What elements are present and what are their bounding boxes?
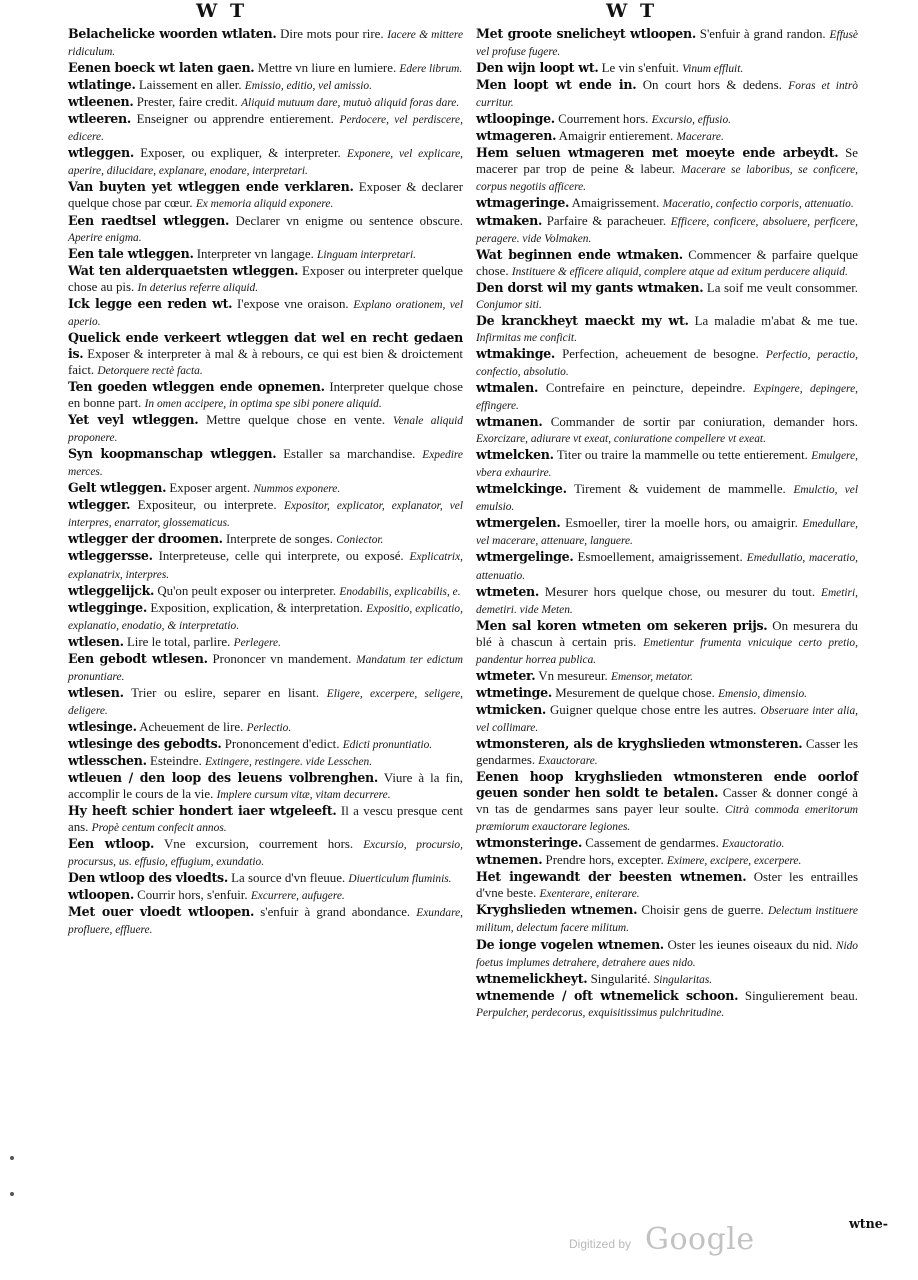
google-logo: Google (645, 1222, 755, 1257)
entry-latin: Emissio, editio, vel amissio. (244, 80, 372, 93)
dictionary-entry (476, 26, 858, 60)
entry-latin: Perlegere. (233, 636, 281, 649)
entry-latin: Implere cursum vitæ, vitam decurrere. (216, 789, 391, 802)
entry-headword: Eenen boeck wt laten gaen. (68, 60, 255, 76)
entry-french: Exposer & interpreter à mal & à rebours, ce qui est bien & droictement faict. (68, 346, 463, 377)
entry-latin: Perlectio. (246, 721, 292, 734)
entry-latin: Venale aliquid proponere. (68, 415, 463, 445)
entry-latin: Nummos exponere. (253, 483, 341, 496)
entry-latin: Emulctio, vel emulsio. (476, 484, 858, 514)
entry-headword: wtmelcken. (476, 447, 554, 463)
entry-headword: wtmergelinge. (476, 549, 574, 565)
entry-headword: wtloopinge. (476, 111, 555, 127)
entry-latin: Emetiri, demetiri. vide Meten. (476, 586, 858, 616)
dictionary-entry (476, 549, 858, 583)
entry-latin: In deterius referre aliquid. (137, 281, 259, 294)
dictionary-entry (476, 77, 858, 111)
entry-latin: Vinum effluit. (682, 63, 744, 76)
entry-latin: Eligere, excerpere, seligere, deligere. (68, 687, 464, 717)
dictionary-entry (476, 447, 858, 481)
entry-latin: Instituere & efficere aliquid, complere atque ad exitum perducere aliquid. (511, 265, 848, 278)
entry-french: Acheuement de lire. (139, 719, 244, 734)
entry-headword: Kryghslieden wtnemen. (476, 902, 638, 918)
entry-latin: Propè centum confecit annos. (91, 822, 227, 835)
dictionary-entry (476, 280, 858, 313)
entry-latin: Expingere, depingere, effingere. (476, 382, 858, 413)
entry-headword: wtlesschen. (68, 753, 147, 769)
entry-french: Singulierement beau. (744, 988, 858, 1003)
entry-headword: Met groote snelicheyt wtloopen. (476, 26, 696, 41)
entry-headword: wtlatinge. (68, 77, 136, 93)
entry-french: Exposer, ou expliquer, & interpreter. (140, 146, 341, 161)
margin-mark (10, 1156, 14, 1160)
entry-french: Parfaire & paracheuer. (546, 213, 667, 228)
entry-french: Exposer & declarer quelque chose par cœur. (68, 180, 463, 211)
entry-headword: Een gebodt wtlesen. (68, 650, 208, 666)
entry-headword: Wat beginnen ende wtmaken. (476, 246, 683, 262)
entry-latin: Perdocere, vel perdiscere, edicere. (68, 114, 463, 144)
dictionary-entry (476, 60, 858, 77)
entry-headword: wtmergelen. (476, 515, 561, 531)
entry-french: Exposition, explication, & interpretation. (150, 600, 363, 615)
entry-latin: Emetientur frumenta vnicuique certo pretio, pandentur horrea publica. (476, 636, 858, 666)
entry-latin: Ex memoria aliquid exponere. (195, 198, 334, 211)
dictionary-entry (68, 26, 463, 60)
dictionary-entry (476, 584, 858, 618)
entry-latin: Citrà commoda emeritorum præmiorum exauctorare legiones. (476, 804, 858, 834)
dictionary-entry (476, 835, 858, 852)
entry-headword: Syn koopmanschap wtleggen. (68, 446, 277, 462)
entry-headword: wtmonsteringe. (476, 835, 583, 851)
entry-latin: Detorquere rectè facta. (97, 364, 203, 377)
entry-headword: wtleggen. (68, 145, 134, 161)
dictionary-entry (476, 346, 858, 380)
entry-headword: wtmalen. (476, 379, 539, 395)
running-head-left: W T (196, 0, 248, 22)
entry-headword: Van buyten yet wtleggen ende verklaren. (68, 179, 354, 195)
entry-headword: Hy heeft schier hondert iaer wtgeleeft. (68, 803, 337, 819)
entry-french: Exposer ou interpreter quelque chose au pis. (68, 263, 463, 294)
entry-latin: Macerare. (676, 131, 724, 144)
dictionary-entry (476, 988, 858, 1021)
entry-headword: wtlegger. (68, 497, 131, 513)
dictionary-entry (476, 618, 858, 668)
entry-french: Perfection, acheuement de besogne. (562, 346, 759, 361)
dictionary-entry (68, 111, 463, 145)
dictionary-entry (476, 902, 858, 936)
dictionary-entry (68, 179, 463, 212)
entry-french: Viure à la fin, accomplir le cours de la vie. (68, 771, 464, 802)
entry-french: Casser les gendarmes. (476, 736, 858, 768)
entry-headword: Belachelicke woorden wtlaten. (68, 26, 277, 41)
dictionary-entry (476, 769, 858, 835)
entry-latin: Exorcizare, adiurare vt exeat, coniuratione compellere vt exeat. (476, 433, 766, 446)
entry-french: Exposer argent. (169, 481, 251, 496)
entry-headword: wtmelckinge. (476, 481, 567, 497)
entry-headword: De ionge vogelen wtnemen. (476, 936, 664, 952)
entry-headword: wtleggelijck. (68, 582, 155, 598)
entry-latin: Exenterare, eniterare. (539, 888, 640, 901)
entry-french: Casser & donner congé à vn tas de gendarmes sans payer leur soulte. (476, 786, 858, 817)
dictionary-entry (68, 870, 463, 887)
entry-latin: Nido foetus implumes detrahere, detrahere aues nido. (476, 939, 858, 969)
entry-headword: wtleuen / den loop des leuens volbrenghen. (68, 770, 378, 786)
entry-french: Oster les ieunes oiseaux du nid. (667, 937, 833, 952)
entry-french: La soif me veult consommer. (706, 280, 859, 295)
entry-latin: Exauctorare. (538, 755, 598, 768)
entry-latin: Infirmitas me conficit. (476, 331, 577, 344)
entry-headword: wtlegginge. (68, 599, 147, 615)
dictionary-entry (68, 246, 463, 263)
entry-latin: Aliquid mutuum dare, mutuò aliquid foras dare. (241, 97, 460, 110)
entry-latin: Iacere & mittere ridiculum. (68, 29, 463, 59)
dictionary-entry (476, 971, 858, 988)
entry-latin: Explano orationem, vel aperio. (68, 298, 463, 328)
entry-headword: Quelick ende verkeert wtleggen dat wel en recht gedaen is. (68, 329, 463, 361)
entry-headword: wtlesinge des gebodts. (68, 735, 222, 751)
entry-french: I'expose vne oraison. (236, 296, 349, 311)
entry-latin: Exponere, vel explicare, aperire, dilucidare, explanare, enodare, interpretari. (68, 148, 463, 178)
entry-french: Estaller sa marchandise. (283, 447, 416, 462)
entry-headword: Een raedtsel wtleggen. (68, 212, 230, 228)
entry-french: Prononcer vn mandement. (212, 651, 352, 666)
entry-latin: In omen accipere, in optima spe sibi ponere aliquid. (144, 398, 382, 411)
entry-headword: wtmeten. (476, 583, 539, 599)
entry-french: Interpreteuse, celle qui interprete, ou exposé. (158, 549, 404, 564)
entry-latin: Exauctoratio. (722, 838, 785, 851)
entry-french: On mesurera du blé à chascun à certain pris. (476, 618, 858, 649)
entry-headword: wtmanen. (476, 414, 543, 430)
entry-headword: wtnemende / oft wtnemelick schoon. (476, 987, 739, 1003)
entry-french: Mettre quelque chose en vente. (206, 413, 386, 428)
entry-headword: Een wtloop. (68, 836, 155, 852)
entry-french: Esmoellement, amaigrissement. (577, 550, 743, 565)
entry-latin: Perfectio, peractio, confectio, absolutio. (476, 348, 858, 378)
entry-latin: Extingere, restingere. vide Lesschen. (205, 756, 373, 769)
entry-headword: wtleenen. (68, 94, 134, 110)
entry-headword: Yet veyl wtleggen. (68, 412, 199, 428)
entry-headword: wtmageren. (476, 128, 557, 144)
dictionary-entry (68, 60, 463, 77)
entry-french: Singularité. (590, 971, 651, 986)
entry-french: Tirement & vuidement de mammelle. (574, 482, 786, 497)
entry-french: Interprete de songes. (226, 532, 334, 547)
entry-latin: Emedullare, vel macerare, attenuare, languere. (476, 518, 858, 548)
entry-latin: Maceratio, confectio corporis, attenuatio. (662, 198, 854, 211)
entry-latin: Emensor, metator. (610, 670, 693, 683)
entry-french: Declarer vn enigme ou sentence obscure. (235, 213, 463, 228)
entry-latin: Emensio, dimensio. (718, 687, 807, 700)
dictionary-entry (68, 213, 463, 246)
entry-headword: Het ingewandt der beesten wtnemen. (476, 869, 747, 885)
entry-headword: Ick legge een reden wt. (68, 295, 233, 311)
entry-latin: Excursio, effusio. (651, 114, 732, 127)
entry-headword: Ten goeden wtleggen ende opnemen. (68, 378, 325, 394)
entry-french: Mesurement de quelque chose. (555, 685, 715, 700)
dictionary-entry (68, 803, 463, 836)
dictionary-entry (68, 770, 463, 803)
entry-french: Titer ou traire la mammelle ou tette entierement. (556, 448, 808, 463)
entry-french: Commander de sortir par coniuration, demander hors. (550, 415, 858, 430)
dictionary-entry (68, 904, 463, 938)
entry-latin: Delectum instituere militum, delectum facere militum. (476, 905, 858, 935)
entry-headword: wtmonsteren, als de kryghslieden wtmonsteren. (476, 735, 803, 751)
dictionary-entry (68, 497, 463, 531)
entry-headword: wtmakinge. (476, 345, 556, 361)
entry-latin: Emedullatio, maceratio, attenuatio. (476, 552, 858, 582)
dictionary-entry (476, 869, 858, 902)
entry-headword: Den wtloop des vloedts. (68, 870, 228, 886)
digitized-by-label: Digitized by (569, 1237, 632, 1251)
dictionary-entry (68, 685, 463, 719)
entry-french: Lire le total, parlire. (126, 634, 231, 649)
entry-headword: Hem seluen wtmageren met moeyte ende arbeydt. (476, 145, 839, 161)
entry-latin: Edere librum. (399, 63, 463, 76)
entry-french: Courrir hors, s'enfuir. (137, 888, 248, 903)
entry-french: La maladie m'abat & me tue. (694, 313, 858, 328)
dictionary-entry (68, 753, 463, 770)
entry-latin: Excurrere, aufugere. (250, 890, 345, 903)
entry-french: Expositeur, ou interprete. (137, 498, 277, 513)
dictionary-entry (476, 195, 858, 212)
entry-headword: Met ouer vloedt wtloopen. (68, 904, 255, 920)
dictionary-entry (68, 548, 463, 582)
entry-headword: wtnemen. (476, 852, 543, 868)
dictionary-entry (476, 852, 858, 869)
entry-latin: Emulgere, vbera exhaurire. (476, 450, 858, 480)
entry-headword: wtmaken. (476, 212, 543, 228)
entry-latin: Expositio, explicatio, explanatio, enodatio, & interpretatio. (68, 602, 463, 632)
entry-french: Prendre hors, excepter. (545, 853, 664, 868)
entry-french: Vn mesureur. (538, 668, 608, 683)
entry-latin: Coniector. (336, 534, 384, 547)
entry-latin: Exundare, profluere, effluere. (68, 907, 463, 937)
entry-french: Esmoeller, tirer la moelle hors, ou amaigrir. (565, 516, 798, 531)
entry-headword: wtmicken. (476, 701, 547, 717)
entry-headword: wtleeren. (68, 111, 131, 127)
entry-headword: wtlegger der droomen. (68, 531, 223, 547)
entry-latin: Obseruare inter alia, vel collimare. (476, 704, 858, 734)
dictionary-entry (476, 213, 858, 247)
entry-headword: wtmageringe. (476, 195, 570, 211)
dictionary-entry (68, 379, 463, 412)
entry-latin: Foras et intrò curritur. (476, 80, 858, 110)
dictionary-entry (68, 446, 463, 480)
margin-mark (10, 1192, 14, 1196)
dictionary-entry (68, 412, 463, 446)
entry-latin: Aperire enigma. (68, 231, 142, 244)
entry-latin: Mandatum ter edictum pronuntiare. (68, 653, 463, 683)
entry-french: Enseigner ou apprendre entierement. (136, 112, 334, 127)
dictionary-entry (68, 719, 463, 736)
entry-french: S'enfuir à grand randon. (699, 27, 826, 41)
entry-latin: Edicti pronuntiatio. (342, 738, 433, 751)
entry-french: Contrefaire en peincture, depeindre. (545, 380, 746, 395)
dictionary-entry (476, 685, 858, 702)
entry-latin: Effusè vel profuse fugere. (476, 29, 858, 59)
dictionary-entry (68, 736, 463, 753)
entry-latin: Conjumor siti. (476, 298, 542, 311)
entry-headword: wtmetinge. (476, 684, 552, 700)
dictionary-entry (476, 668, 858, 685)
entry-latin: Excursio, procursio, procursus, us. effusio, effugium, exundatio. (68, 839, 463, 869)
entry-french: Esteindre. (149, 754, 202, 769)
left-column (68, 26, 463, 939)
entry-french: Se macerer par trop de peine & labeur. (476, 146, 858, 177)
entry-french: Interpreter vn langage. (196, 246, 314, 261)
dictionary-entry (476, 414, 858, 447)
entry-french: Il a vescu presque cent ans. (68, 804, 463, 835)
entry-french: Mesurer hors quelque chose, ou mesurer du tout. (544, 584, 816, 599)
entry-headword: Een tale wtleggen. (68, 245, 194, 261)
entry-headword: Men loopt wt ende in. (476, 77, 637, 93)
entry-latin: Diuerticulum fluminis. (348, 873, 452, 886)
entry-headword: Gelt wtleggen. (68, 480, 167, 496)
entry-french: Mettre vn liure en lumiere. (257, 61, 397, 76)
dictionary-entry (68, 77, 463, 94)
entry-headword: wtlesen. (68, 633, 124, 649)
dictionary-entry (476, 702, 858, 736)
dictionary-entry (476, 128, 858, 145)
dictionary-entry (68, 480, 463, 497)
entry-headword: Den dorst wil my gants wtmaken. (476, 279, 704, 295)
dictionary-entry (476, 111, 858, 128)
entry-latin: Perpulcher, perdecorus, exquisitissimus pulchritudine. (476, 1006, 725, 1019)
entry-latin: Macerare se laboribus, se conficere, corpus negotiis afficere. (476, 164, 858, 194)
entry-headword: Den wijn loopt wt. (476, 60, 599, 76)
entry-headword: Wat ten alderquaetsten wtleggen. (68, 262, 299, 278)
entry-latin: Expedire merces. (68, 449, 463, 479)
dictionary-entry (68, 583, 463, 600)
entry-headword: wtmeter. (476, 667, 536, 683)
entry-headword: Men sal koren wtmeten om sekeren prijs. (476, 617, 768, 633)
entry-french: Guigner quelque chose entre les autres. (550, 702, 757, 717)
entry-headword: wtlesen. (68, 684, 124, 700)
dictionary-entry (476, 736, 858, 769)
entry-french: s'enfuir à grand abondance. (260, 905, 411, 920)
dictionary-entry (68, 263, 463, 296)
dictionary-entry (68, 531, 463, 548)
dictionary-entry (68, 836, 463, 870)
entry-headword: Eenen hoop kryghslieden wtmonsteren ende oorlof geuen sonder hen soldt te betalen. (476, 769, 858, 801)
dictionary-entry (68, 94, 463, 111)
dictionary-entry (476, 380, 858, 414)
dictionary-entry (476, 313, 858, 346)
entry-french: Choisir gens de guerre. (641, 903, 764, 918)
entry-french: La source d'vn fleuue. (231, 871, 346, 886)
running-head-right: W T (606, 0, 658, 22)
entry-french: Dire mots pour rire. (280, 27, 384, 41)
entry-latin: Expositor, explicator, explanator, vel interpres, enarrator, glossematicus. (68, 500, 463, 530)
entry-latin: Linguam interpretari. (317, 248, 416, 261)
entry-headword: wtloopen. (68, 887, 134, 903)
dictionary-entry (68, 600, 463, 634)
entry-latin: Enodabilis, explicabilis, e. (339, 585, 461, 598)
entry-french: Amaigrir entierement. (558, 129, 674, 144)
entry-french: Trier ou eslire, separer en lisant. (131, 685, 320, 700)
dictionary-entry (476, 247, 858, 280)
dictionary-entry (68, 296, 463, 330)
dictionary-entry (476, 145, 858, 195)
entry-french: Le vin s'enfuit. (601, 61, 679, 76)
entry-latin: Eximere, excipere, excerpere. (666, 855, 802, 868)
entry-headword: wtleggersse. (68, 548, 153, 564)
entry-french: Courrement hors. (558, 112, 649, 127)
entry-french: Commencer & parfaire quelque chose. (476, 247, 858, 278)
entry-french: Oster les entrailles d'vne beste. (476, 870, 858, 901)
entry-latin: Explicatrix, explanatrix, interpres. (68, 551, 463, 581)
dictionary-entry (68, 634, 463, 651)
entry-headword: wtnemelickheyt. (476, 970, 588, 986)
entry-french: Qu'on peult exposer ou interpreter. (157, 583, 337, 598)
entry-french: Interpreter quelque chose en bonne part. (68, 379, 463, 411)
entry-french: Amaigrissement. (571, 196, 660, 211)
entry-french: Prononcement d'edict. (224, 736, 340, 751)
entry-headword: wtlesinge. (68, 718, 137, 734)
dictionary-entry (476, 515, 858, 549)
entry-french: Prester, faire credit. (136, 95, 238, 110)
catchword: wtne- (848, 1216, 888, 1231)
entry-headword: De kranckheyt maeckt my wt. (476, 312, 689, 328)
dictionary-entry (476, 481, 858, 515)
right-column (476, 26, 858, 1021)
entry-latin: Efficere, conficere, absoluere, perficere, peragere. vide Volmaken. (476, 215, 858, 245)
dictionary-entry (68, 651, 463, 685)
dictionary-entry (68, 145, 463, 179)
entry-latin: Singularitas. (653, 973, 713, 986)
dictionary-entry (68, 330, 463, 379)
dictionary-entry (476, 937, 858, 971)
entry-french: Cassement de gendarmes. (585, 836, 719, 851)
dictionary-entry (68, 887, 463, 904)
entry-french: Vne excursion, courrement hors. (163, 837, 354, 852)
entry-french: Laissement en aller. (138, 78, 242, 93)
entry-french: On court hors & dedens. (642, 78, 782, 93)
